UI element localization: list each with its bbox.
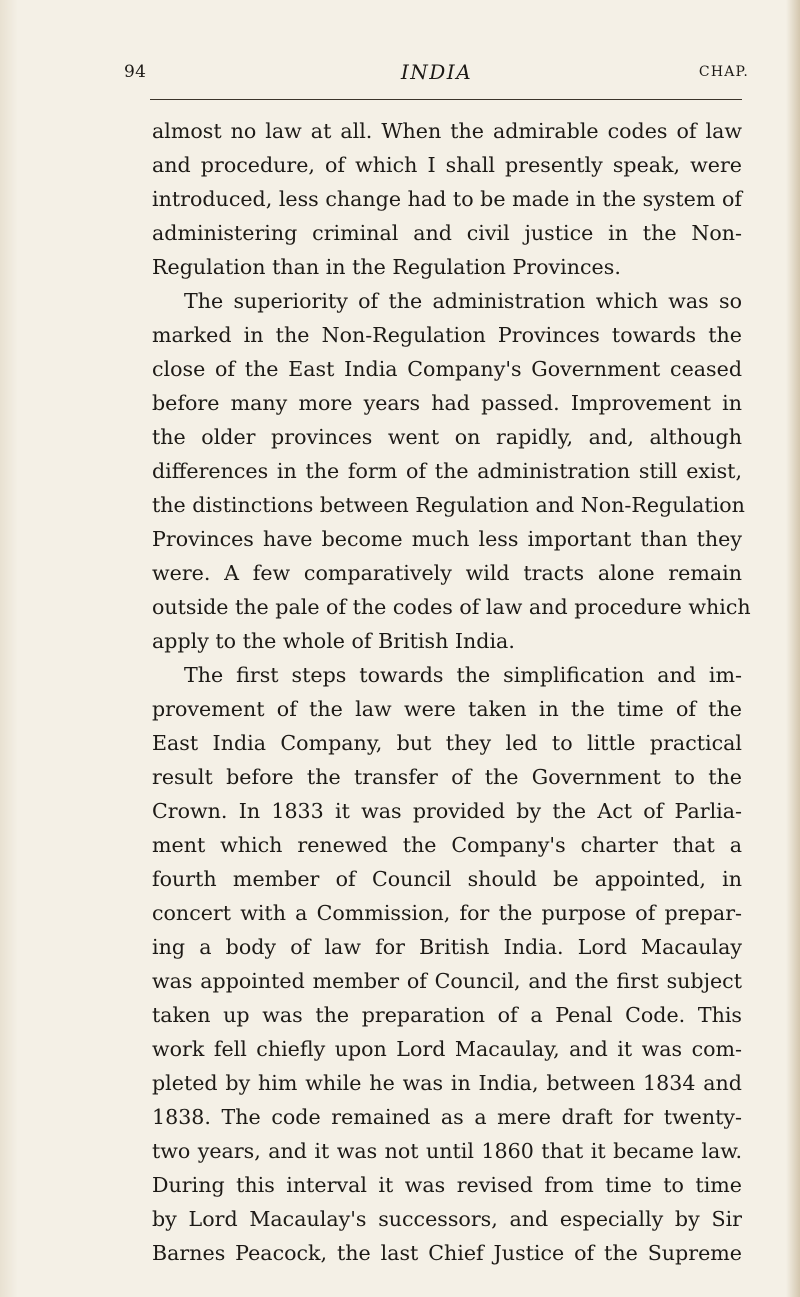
text-line: pleted by him while he was in India, between 1834 and (152, 1071, 742, 1095)
text-line: concert with a Commission, for the purpose of prepar- (152, 901, 742, 925)
text-line: was appointed member of Council, and the first subject (152, 969, 742, 993)
body-text (152, 114, 751, 1270)
text-line: differences in the form of the administration still exist, (152, 459, 742, 483)
text-line: East India Company, but they led to little practical (152, 731, 742, 755)
text-line: the distinctions between Regulation and Non-Regulation (152, 493, 745, 517)
page-number: 94 (124, 62, 147, 82)
running-header (124, 62, 749, 88)
text-line: outside the pale of the codes of law and procedure which (152, 595, 751, 619)
text-line: taken up was the preparation of a Penal Code. This (152, 1003, 742, 1027)
text-line: During this interval it was revised from time to time (152, 1173, 742, 1197)
text-line: work fell chiefly upon Lord Macaulay, and it was com- (152, 1037, 742, 1061)
text-line: by Lord Macaulay's successors, and especially by Sir (152, 1207, 742, 1231)
text-line: before many more years had passed. Improvement in (152, 391, 742, 415)
chapter-label: CHAP. (698, 64, 749, 80)
text-line: Provinces have become much less important than they (152, 527, 742, 551)
text-line: The first steps towards the simplification and im- (184, 663, 742, 687)
text-line: provement of the law were taken in the time of the (152, 697, 742, 721)
text-line: 1838. The code remained as a mere draft for twenty- (152, 1105, 742, 1129)
text-line: administering criminal and civil justice in the Non- (152, 221, 742, 245)
text-line: ing a body of law for British India. Lord Macaulay (152, 935, 742, 959)
text-line: apply to the whole of British India. (152, 629, 515, 653)
text-line: Regulation than in the Regulation Provinces. (152, 255, 621, 279)
running-title: INDIA (400, 60, 473, 84)
text-line: result before the transfer of the Government to the (152, 765, 742, 789)
text-line: fourth member of Council should be appointed, in (152, 867, 742, 891)
text-line: The superiority of the administration which was so (184, 289, 742, 313)
text-line: and procedure, of which I shall presently speak, were (152, 153, 742, 177)
text-line: almost no law at all. When the admirable codes of law (152, 119, 742, 143)
text-line: close of the East India Company's Government ceased (152, 357, 742, 381)
text-line: two years, and it was not until 1860 that it became law. (152, 1139, 742, 1163)
text-line: were. A few comparatively wild tracts alone remain (152, 561, 742, 585)
text-line: introduced, less change had to be made in the system of (152, 187, 742, 211)
text-line: ment which renewed the Company's charter that a (152, 833, 742, 857)
text-line: Barnes Peacock, the last Chief Justice of the Supreme (152, 1241, 742, 1265)
text-line: marked in the Non-Regulation Provinces towards the (152, 323, 742, 347)
text-line: the older provinces went on rapidly, and, although (152, 425, 742, 449)
header-rule (150, 99, 742, 100)
text-line: Crown. In 1833 it was provided by the Act of Parlia- (152, 799, 742, 823)
